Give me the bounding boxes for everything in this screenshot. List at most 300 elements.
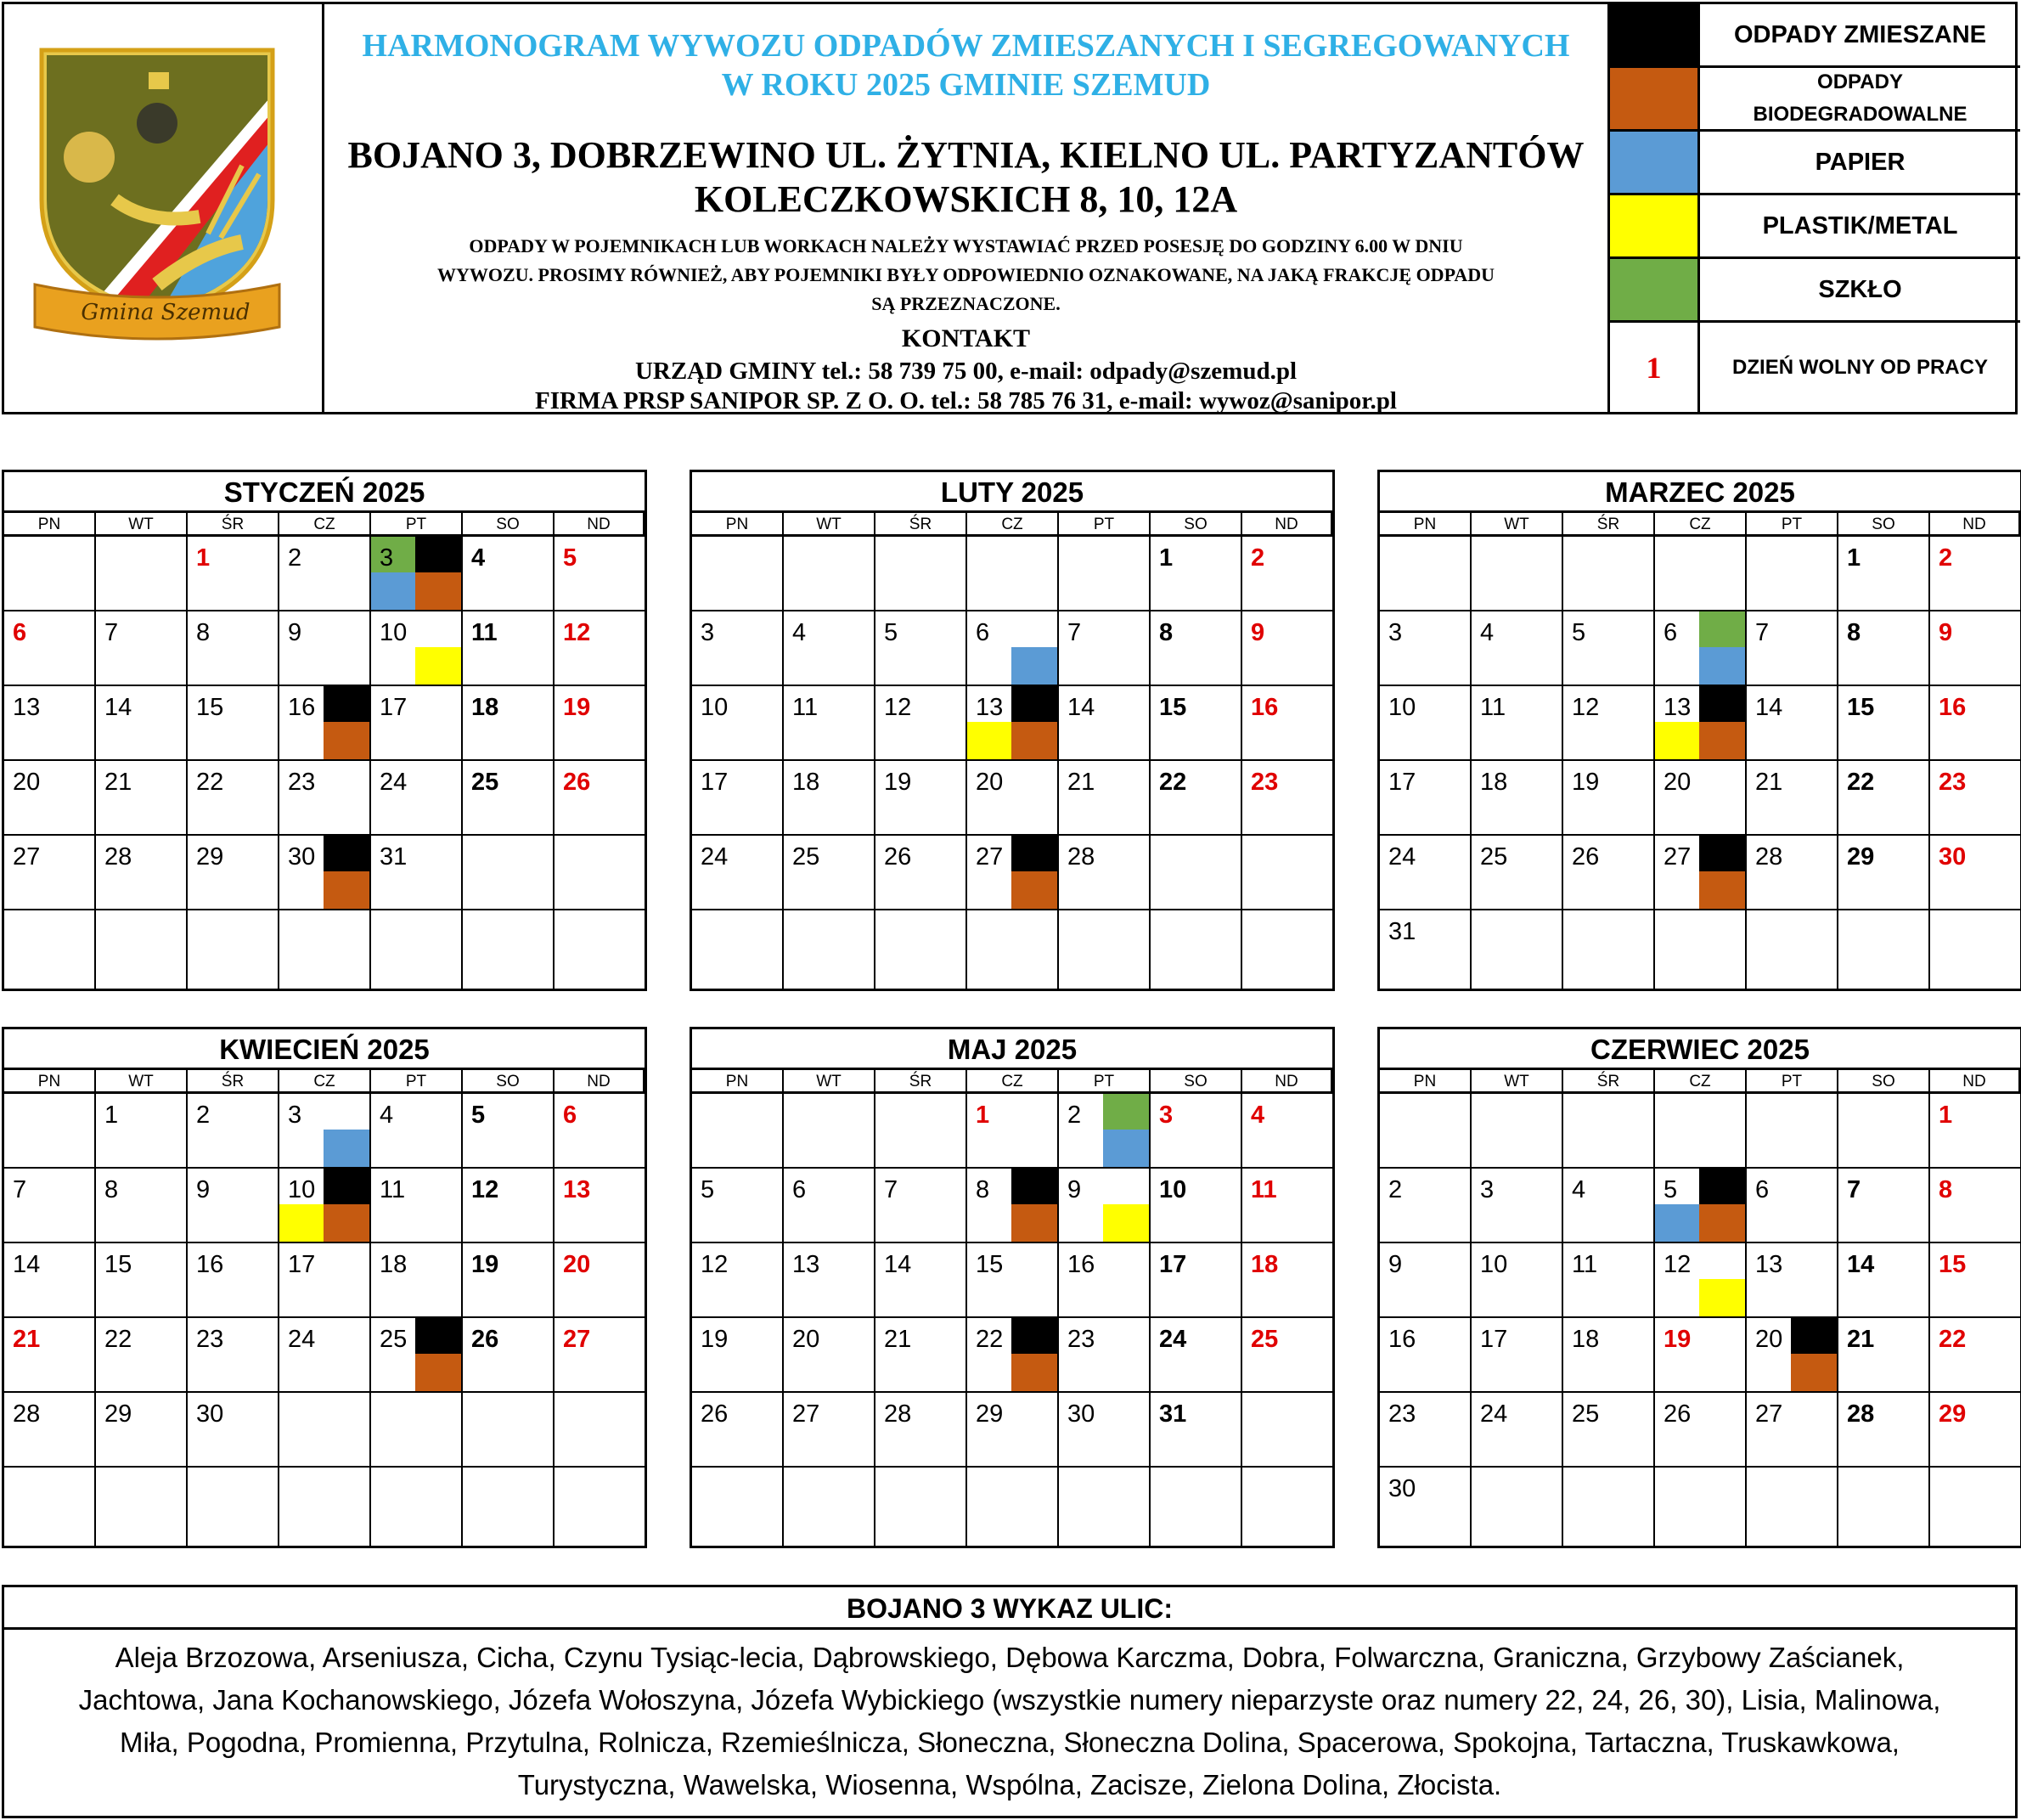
day-cell	[692, 1094, 784, 1169]
day-number: 4	[792, 619, 807, 646]
day-cell	[96, 910, 188, 989]
day-cell	[1380, 1094, 1472, 1169]
day-cell	[463, 836, 555, 910]
weekday-header: ND	[1930, 513, 2020, 537]
day-cell	[1242, 1094, 1332, 1169]
day-number: 21	[884, 1326, 912, 1353]
location-title: BOJANO 3, DOBRZEWINO UL. ŻYTNIA, KIELNO UL. PARTYZANTÓW KOLECZKOWSKICH 8, 10, 12A	[347, 134, 1585, 220]
day-cell	[463, 1169, 555, 1243]
legend-swatch-mixed	[1610, 4, 1700, 65]
day-cell	[371, 686, 463, 761]
day-number: 26	[884, 843, 912, 871]
day-number: 2	[1067, 1102, 1082, 1129]
weekday-header: PT	[371, 1070, 463, 1094]
day-cell	[1151, 761, 1242, 836]
day-number: 23	[1388, 1400, 1416, 1428]
day-cell	[1838, 1169, 1930, 1243]
day-number: 29	[1939, 1400, 1967, 1428]
day-cell	[1747, 537, 1838, 611]
day-cell	[1380, 1393, 1472, 1468]
day-number: 18	[1572, 1326, 1600, 1353]
day-cell	[1151, 686, 1242, 761]
day-cell	[1380, 537, 1472, 611]
day-cell	[1151, 910, 1242, 989]
collection-marker-bio	[1791, 1354, 1837, 1391]
day-cell	[371, 836, 463, 910]
day-cell	[1838, 537, 1930, 611]
day-cell	[1242, 537, 1332, 611]
day-number: 27	[1755, 1400, 1783, 1428]
day-number: 29	[976, 1400, 1004, 1428]
weekday-header: PT	[1747, 513, 1838, 537]
weekday-header: WT	[1472, 513, 1563, 537]
day-cell	[1059, 836, 1151, 910]
day-cell	[279, 686, 371, 761]
logo-cell	[4, 4, 324, 412]
day-cell	[1059, 1094, 1151, 1169]
weekday-header: CZ	[967, 513, 1059, 537]
day-number: 8	[1159, 619, 1174, 646]
day-cell	[692, 537, 784, 611]
day-cell	[784, 1468, 875, 1546]
streets-text: Aleja Brzozowa, Arseniusza, Cicha, Czynu Tysiąc-lecia, Dąbrowskiego, Dębowa Karczma, Dobra, Folwarczna, Graniczna, Grzybowy Zaścianek, Jachtowa, Jana Kochanowskiego, Józefa Wołoszyna, Józefa Wybickiego (wszystkie numery nieparzyste oraz numery 22, 24, 26, 30), Lisia, Malinowa, Miła, Pogodna, Promienna, Przytulna, Rolnicza, Rzemieślnicza, Słoneczna, Słoneczna Dolina, Spacerowa, Spokojna, Tartaczna, Truskawkowa, Turystyczna, Wawelska, Wiosenna, Wspólna, Zacisze, Zielona Dolina, Złocista.	[78, 1642, 1941, 1800]
legend-row-mixed	[1610, 4, 2020, 68]
collection-marker-mixed	[324, 836, 369, 873]
day-cell	[555, 1094, 645, 1169]
day-number: 12	[1664, 1251, 1692, 1278]
day-cell	[1242, 761, 1332, 836]
day-number: 25	[380, 1326, 408, 1353]
day-cell	[279, 1094, 371, 1169]
weekday-header: PN	[4, 513, 96, 537]
legend-row-bio	[1610, 68, 2020, 132]
day-cell	[463, 1243, 555, 1318]
day-cell	[555, 1169, 645, 1243]
day-cell	[4, 686, 96, 761]
day-cell	[692, 1169, 784, 1243]
day-cell	[1472, 686, 1563, 761]
day-number: 3	[1480, 1176, 1495, 1203]
weekday-header: SO	[1838, 1070, 1930, 1094]
day-cell	[1472, 1094, 1563, 1169]
day-number: 1	[196, 544, 211, 572]
day-cell	[96, 686, 188, 761]
collection-marker-plastic	[415, 647, 461, 685]
collection-marker-plastic	[1103, 1204, 1149, 1242]
day-cell	[1242, 1318, 1332, 1393]
weekday-header: ŚR	[1563, 1070, 1655, 1094]
day-cell	[875, 836, 967, 910]
day-cell	[875, 1393, 967, 1468]
day-number: 30	[196, 1400, 224, 1428]
day-cell	[1472, 836, 1563, 910]
day-cell	[1838, 1243, 1930, 1318]
day-number: 24	[1480, 1400, 1508, 1428]
legend-row-plastic	[1610, 195, 2020, 259]
day-number: 9	[288, 619, 302, 646]
day-number: 16	[1251, 694, 1279, 721]
day-number: 23	[1939, 769, 1967, 796]
day-cell	[1380, 836, 1472, 910]
day-number: 23	[1067, 1326, 1095, 1353]
day-number: 10	[1480, 1251, 1508, 1278]
day-cell	[371, 1243, 463, 1318]
day-cell	[96, 1393, 188, 1468]
day-number: 26	[1664, 1400, 1692, 1428]
day-cell	[875, 1468, 967, 1546]
day-number: 18	[1480, 769, 1508, 796]
day-number: 5	[1572, 619, 1586, 646]
day-number: 2	[1388, 1176, 1403, 1203]
day-cell	[371, 1468, 463, 1546]
collection-marker-mixed	[1699, 836, 1745, 873]
day-cell	[1151, 1243, 1242, 1318]
day-cell	[692, 910, 784, 989]
day-cell	[96, 761, 188, 836]
day-cell	[1655, 1318, 1747, 1393]
collection-marker-mixed	[324, 1169, 369, 1206]
day-cell	[4, 761, 96, 836]
day-cell	[967, 836, 1059, 910]
weekday-header: SO	[1151, 513, 1242, 537]
day-number: 20	[13, 769, 41, 796]
collection-marker-glass	[371, 537, 417, 574]
legend-holiday-number: 1	[1610, 323, 1700, 412]
day-number: 29	[104, 1400, 132, 1428]
day-cell	[1472, 1468, 1563, 1546]
day-cell	[1242, 1169, 1332, 1243]
day-cell	[279, 611, 371, 686]
day-number: 11	[1572, 1251, 1598, 1278]
collection-marker-mixed	[1699, 1169, 1745, 1206]
weekday-header: WT	[1472, 1070, 1563, 1094]
collection-marker-glass	[1699, 611, 1745, 649]
day-cell	[4, 1169, 96, 1243]
weekday-header: PT	[371, 513, 463, 537]
day-number: 8	[976, 1176, 990, 1203]
collection-marker-plastic	[279, 1204, 325, 1242]
day-cell	[875, 910, 967, 989]
day-cell	[188, 1393, 279, 1468]
day-number: 19	[563, 694, 591, 721]
legend-label-holiday: DZIEŃ WOLNY OD PRACY	[1732, 355, 1988, 379]
day-cell	[967, 1094, 1059, 1169]
day-cell	[1059, 910, 1151, 989]
day-cell	[875, 611, 967, 686]
day-cell	[188, 611, 279, 686]
day-number: 24	[1388, 843, 1416, 871]
day-cell	[1655, 836, 1747, 910]
collection-marker-mixed	[1011, 836, 1057, 873]
day-number: 13	[13, 694, 41, 721]
day-cell	[279, 537, 371, 611]
day-cell	[875, 686, 967, 761]
day-cell	[1242, 686, 1332, 761]
legend-label-plastic: PLASTIK/METAL	[1762, 211, 1958, 239]
day-number: 2	[288, 544, 302, 572]
day-number: 15	[1847, 694, 1875, 721]
collection-marker-bio	[1011, 1354, 1057, 1391]
day-cell	[371, 1318, 463, 1393]
month-title: CZERWIEC 2025	[1380, 1029, 2020, 1070]
day-cell	[1930, 910, 2020, 989]
day-number: 9	[1067, 1176, 1082, 1203]
day-number: 20	[563, 1251, 591, 1278]
legend-swatch-glass	[1610, 259, 1700, 320]
day-number: 26	[563, 769, 591, 796]
day-number: 14	[884, 1251, 912, 1278]
day-number: 26	[701, 1400, 729, 1428]
day-number: 2	[1251, 544, 1265, 572]
day-number: 28	[1847, 1400, 1875, 1428]
day-number: 5	[884, 619, 898, 646]
day-number: 4	[1480, 619, 1495, 646]
day-cell	[967, 1318, 1059, 1393]
streets-list	[2, 1585, 2018, 1818]
day-cell	[1838, 1094, 1930, 1169]
day-number: 30	[1939, 843, 1967, 871]
day-cell	[96, 1169, 188, 1243]
day-number: 14	[13, 1251, 41, 1278]
day-number: 12	[884, 694, 912, 721]
day-cell	[1747, 1169, 1838, 1243]
day-number: 15	[104, 1251, 132, 1278]
day-number: 12	[1572, 694, 1600, 721]
day-cell	[188, 836, 279, 910]
day-cell	[692, 1468, 784, 1546]
day-number: 11	[1251, 1176, 1277, 1203]
day-number: 16	[1388, 1326, 1416, 1353]
weekday-header: SO	[463, 1070, 555, 1094]
day-number: 9	[1388, 1251, 1403, 1278]
day-cell	[1472, 1169, 1563, 1243]
day-cell	[555, 537, 645, 611]
day-number: 23	[196, 1326, 224, 1353]
day-number: 17	[1159, 1251, 1187, 1278]
contact-heading: KONTAKT	[901, 324, 1031, 352]
day-number: 13	[1755, 1251, 1783, 1278]
day-cell	[1838, 1468, 1930, 1546]
day-number: 7	[1755, 619, 1770, 646]
collection-marker-mixed	[1699, 686, 1745, 724]
day-cell	[875, 1169, 967, 1243]
day-cell	[1242, 1243, 1332, 1318]
day-cell	[784, 611, 875, 686]
day-cell	[1655, 1243, 1747, 1318]
collection-marker-bio	[324, 722, 369, 759]
day-cell	[1930, 1468, 2020, 1546]
day-number: 18	[792, 769, 820, 796]
day-number: 3	[380, 544, 394, 572]
day-number: 1	[976, 1102, 990, 1129]
collection-marker-mixed	[415, 537, 461, 574]
legend-row-holiday	[1610, 323, 2020, 412]
day-number: 24	[1159, 1326, 1187, 1353]
day-number: 28	[13, 1400, 41, 1428]
day-cell	[1563, 1318, 1655, 1393]
day-cell	[1563, 1169, 1655, 1243]
day-number: 15	[1939, 1251, 1967, 1278]
day-cell	[1655, 1169, 1747, 1243]
day-cell	[875, 1094, 967, 1169]
month-calendar	[2, 1027, 647, 1548]
day-number: 22	[976, 1326, 1004, 1353]
day-cell	[1747, 836, 1838, 910]
day-number: 5	[1664, 1176, 1678, 1203]
day-cell	[279, 1318, 371, 1393]
day-cell	[1747, 686, 1838, 761]
month-calendar	[1377, 1027, 2021, 1548]
day-cell	[1838, 611, 1930, 686]
month-title: MAJ 2025	[692, 1029, 1332, 1070]
day-number: 2	[1939, 544, 1953, 572]
day-number: 25	[792, 843, 820, 871]
collection-marker-paper	[1699, 647, 1745, 685]
day-number: 15	[976, 1251, 1004, 1278]
collection-marker-bio	[324, 871, 369, 909]
day-number: 1	[104, 1102, 119, 1129]
day-cell	[1059, 1393, 1151, 1468]
day-number: 24	[288, 1326, 316, 1353]
day-cell	[1563, 1094, 1655, 1169]
day-cell	[784, 836, 875, 910]
day-number: 27	[1664, 843, 1692, 871]
collection-marker-plastic	[967, 722, 1013, 759]
day-number: 17	[1480, 1326, 1508, 1353]
day-cell	[4, 1468, 96, 1546]
day-number: 4	[1251, 1102, 1265, 1129]
weekday-header: ND	[555, 513, 645, 537]
day-cell	[967, 1468, 1059, 1546]
weekday-header: SO	[463, 513, 555, 537]
day-cell	[1655, 686, 1747, 761]
day-cell	[1930, 836, 2020, 910]
day-number: 5	[471, 1102, 486, 1129]
day-number: 31	[1159, 1400, 1187, 1428]
day-cell	[692, 761, 784, 836]
day-cell	[784, 1393, 875, 1468]
collection-marker-mixed	[415, 1318, 461, 1355]
day-number: 7	[884, 1176, 898, 1203]
day-cell	[1242, 910, 1332, 989]
day-cell	[463, 910, 555, 989]
day-cell	[1747, 611, 1838, 686]
day-cell	[1930, 1318, 2020, 1393]
day-number: 25	[1572, 1400, 1600, 1428]
day-number: 24	[380, 769, 408, 796]
day-number: 28	[104, 843, 132, 871]
day-cell	[188, 761, 279, 836]
day-cell	[1563, 537, 1655, 611]
month-title: LUTY 2025	[692, 472, 1332, 513]
legend-row-paper	[1610, 132, 2020, 195]
legend-label-mixed: ODPADY ZMIESZANE	[1733, 20, 1986, 48]
day-number: 31	[1388, 918, 1416, 945]
day-number: 29	[1847, 843, 1875, 871]
day-cell	[555, 1393, 645, 1468]
day-cell	[1930, 761, 2020, 836]
weekday-header: PT	[1747, 1070, 1838, 1094]
day-number: 10	[701, 694, 729, 721]
day-cell	[1151, 1169, 1242, 1243]
collection-marker-bio	[324, 1204, 369, 1242]
day-cell	[463, 537, 555, 611]
day-cell	[96, 537, 188, 611]
day-cell	[1059, 686, 1151, 761]
day-cell	[279, 1169, 371, 1243]
collection-marker-plastic	[1655, 722, 1701, 759]
day-number: 3	[1388, 619, 1403, 646]
weekday-header: ŚR	[188, 1070, 279, 1094]
day-cell	[1472, 611, 1563, 686]
day-cell	[1655, 537, 1747, 611]
day-number: 11	[380, 1176, 406, 1203]
collection-marker-paper	[324, 1130, 369, 1167]
collection-marker-bio	[1011, 1204, 1057, 1242]
day-number: 18	[380, 1251, 408, 1278]
day-cell	[967, 537, 1059, 611]
collection-marker-bio	[1699, 871, 1745, 909]
day-cell	[463, 611, 555, 686]
day-cell	[1059, 611, 1151, 686]
day-number: 10	[380, 619, 408, 646]
day-number: 23	[288, 769, 316, 796]
day-number: 28	[884, 1400, 912, 1428]
day-number: 30	[288, 843, 316, 871]
day-cell	[967, 686, 1059, 761]
day-cell	[279, 910, 371, 989]
day-number: 17	[380, 694, 408, 721]
day-number: 17	[288, 1251, 316, 1278]
day-cell	[463, 1393, 555, 1468]
schedule-title: HARMONOGRAM WYWOZU ODPADÓW ZMIESZANYCH I SEGREGOWANYCH W ROKU 2025 GMINIE SZEMUD	[362, 28, 1570, 103]
day-cell	[1242, 1468, 1332, 1546]
day-number: 28	[1755, 843, 1783, 871]
day-cell	[1563, 761, 1655, 836]
day-number: 8	[104, 1176, 119, 1203]
legend-label-paper: PAPIER	[1815, 148, 1906, 176]
day-cell	[1930, 1243, 2020, 1318]
day-cell	[1563, 1393, 1655, 1468]
day-cell	[692, 1243, 784, 1318]
day-number: 2	[196, 1102, 211, 1129]
weekday-header: ND	[1242, 513, 1332, 537]
weekday-header: ŚR	[875, 1070, 967, 1094]
day-number: 10	[1388, 694, 1416, 721]
day-cell	[96, 1094, 188, 1169]
day-number: 10	[1159, 1176, 1187, 1203]
day-number: 13	[1664, 694, 1692, 721]
day-cell	[1747, 910, 1838, 989]
day-number: 31	[380, 843, 408, 871]
day-cell	[1930, 1094, 2020, 1169]
contact-municipality: URZĄD GMINY tel.: 58 739 75 00, e-mail: odpady@szemud.pl	[634, 358, 1298, 385]
day-cell	[1655, 1094, 1747, 1169]
day-cell	[784, 686, 875, 761]
day-cell	[1563, 1468, 1655, 1546]
collection-marker-mixed	[1011, 1318, 1057, 1355]
day-number: 11	[1480, 694, 1506, 721]
day-cell	[1838, 1393, 1930, 1468]
weekday-header: PN	[692, 1070, 784, 1094]
day-cell	[463, 686, 555, 761]
day-cell	[1930, 686, 2020, 761]
day-cell	[1151, 611, 1242, 686]
month-title: MARZEC 2025	[1380, 472, 2020, 513]
day-cell	[4, 1318, 96, 1393]
day-cell	[1242, 1393, 1332, 1468]
day-number: 22	[196, 769, 224, 796]
